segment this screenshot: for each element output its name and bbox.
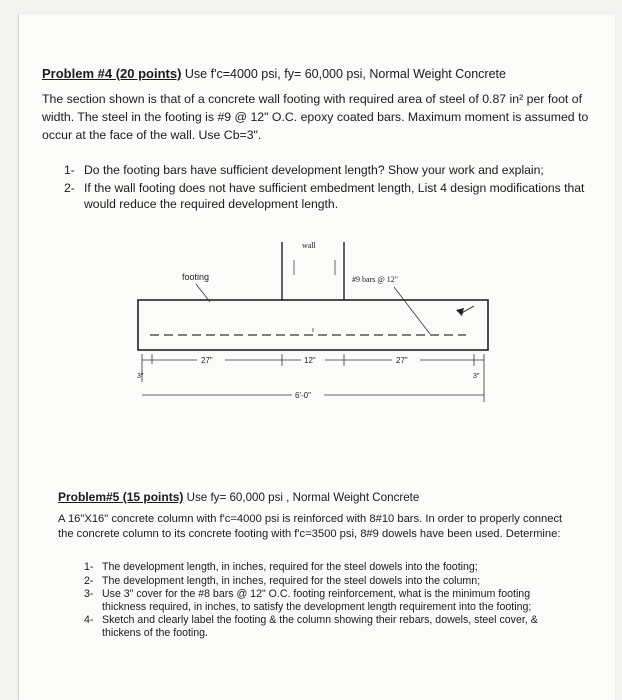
problem5-body: A 16"X16" concrete column with f'c=4000 psi is reinforced with 8#10 bars. In order to properly connect the concrete column to its concrete footing with f'c=3500 psi, 8#9 dowels have been used. Determine:	[58, 513, 563, 540]
problem5-title: Problem#5 (15 points)	[58, 490, 184, 504]
question-number: 2-	[64, 181, 75, 195]
wall-label: wall	[302, 241, 316, 250]
question-text: If the wall footing does not have sufficient embedment length, List 4 design modifications that would reduce the required development length.	[84, 181, 585, 211]
dim-mid-label: 12"	[304, 356, 316, 365]
problem4-title: Problem #4 (20 points)	[42, 66, 182, 81]
problem4-body: The section shown is that of a concrete wall footing with required area of steel of 0.87 in² per foot of width. The steel in the footing is #9 @ 12" O.C. epoxy coated bars. Maximum moment is assumed to occur at the face of the wall. Use Cb=3".	[42, 92, 589, 142]
dim-left-label: 27"	[201, 356, 213, 365]
problem5-heading	[58, 490, 419, 504]
item-text: The development length, in inches, required for the steel dowels into the footing;	[102, 561, 478, 573]
problem5-given: Use fy= 60,000 psi , Normal Weight Concrete	[186, 491, 420, 504]
dim-total-label: 6'-0"	[295, 391, 311, 400]
bars-label: #9 bars @ 12"	[352, 275, 398, 284]
problem5-item	[84, 614, 564, 639]
problem4-question	[64, 180, 594, 212]
item-text: Use 3" cover for the #8 bars @ 12" O.C. footing reinforcement, what is the minimum footing thickness required, in inches, to satisfy the development length requirement into the footing;	[102, 588, 532, 613]
problem4-given: Use f'c=4000 psi, fy= 60,000 psi, Normal Weight Concrete	[184, 67, 506, 81]
problem4-question	[64, 162, 594, 178]
problem5-item	[84, 561, 564, 574]
item-number: 4-	[84, 614, 94, 626]
problem4-heading	[42, 66, 506, 81]
problem5-item	[84, 575, 564, 588]
cover-right-label: 3"	[473, 373, 480, 380]
item-text: Sketch and clearly label the footing & the column showing their rebars, dowels, steel cover, & thickens of the footing.	[102, 614, 538, 639]
problem5-item	[84, 588, 564, 613]
item-text: The development length, in inches, required for the steel dowels into the column;	[102, 574, 481, 587]
wall-footing-diagram	[130, 230, 500, 414]
problem4-question-list	[64, 162, 594, 214]
dim-right-label: 27"	[396, 356, 408, 365]
item-number: 2-	[84, 574, 94, 587]
item-number: 3-	[84, 588, 94, 600]
cover-left-label: 3"	[137, 373, 144, 380]
footing-label: footing	[182, 272, 210, 282]
item-number: 1-	[84, 561, 94, 573]
problem5-item-list	[84, 561, 564, 640]
question-number: 1-	[64, 163, 75, 177]
question-text: Do the footing bars have sufficient development length? Show your work and explain;	[84, 163, 544, 177]
footing-outline	[138, 300, 488, 350]
